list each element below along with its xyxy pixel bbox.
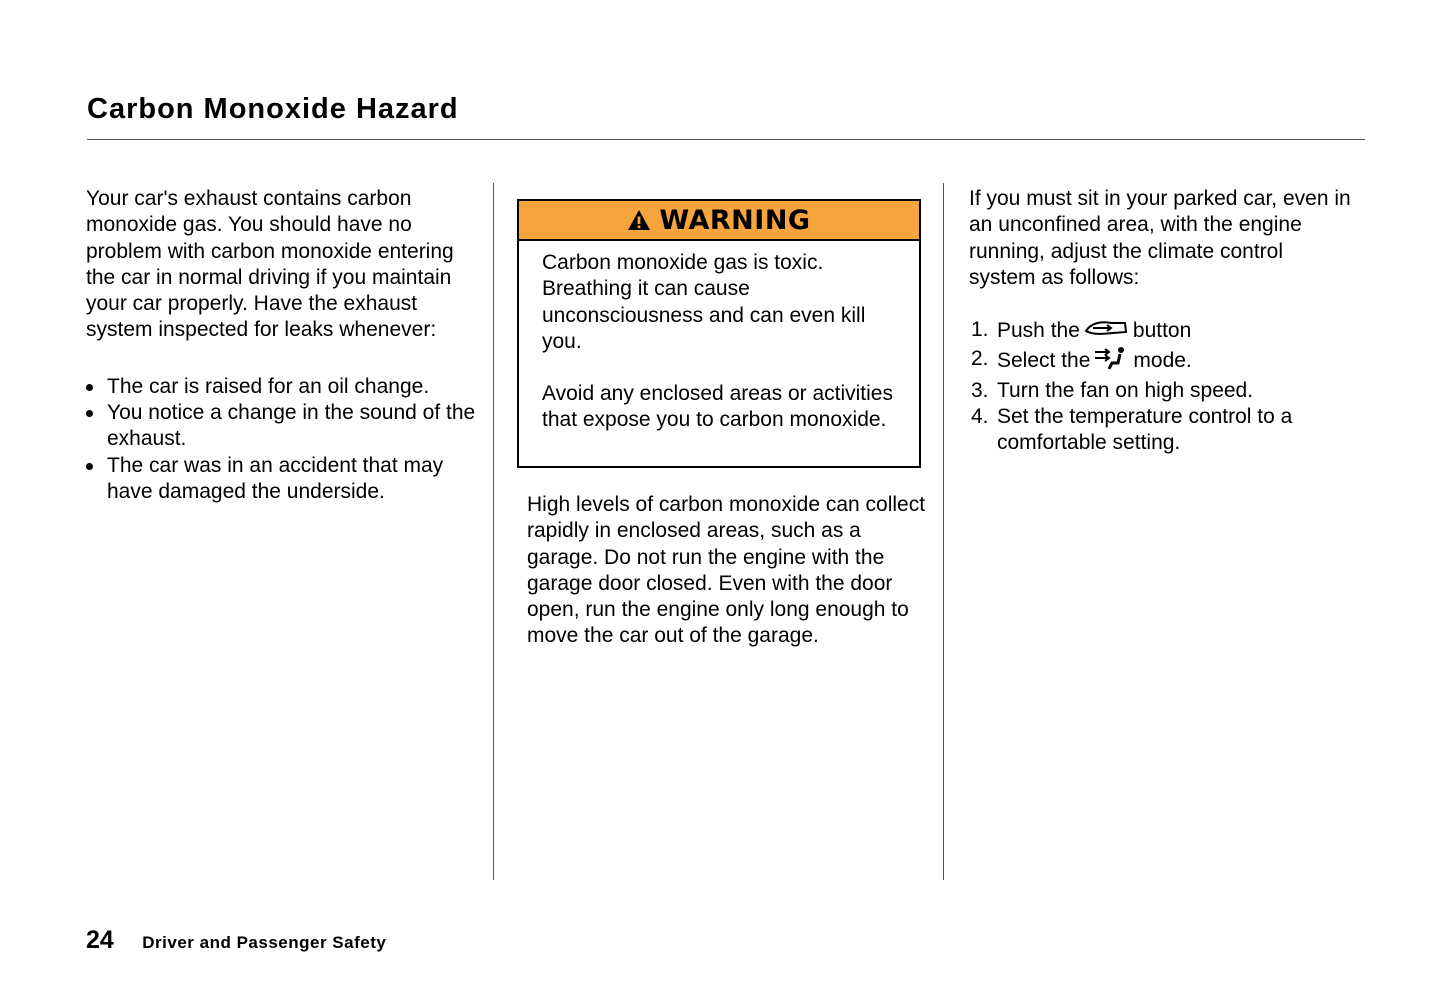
list-item: 3. Turn the fan on high speed.: [971, 378, 1254, 402]
bullet-icon: [86, 463, 93, 470]
climate-intro: If you must sit in your parked car, even in an unconfined area, with the engine running, adjust the climate control system as follows:: [969, 187, 1351, 289]
bullet-icon: [86, 410, 93, 417]
column-divider-right: [943, 183, 944, 880]
warning-paragraph: Carbon monoxide gas is toxic. Breathing it can cause unconsciousness and can even kill you.: [542, 251, 866, 353]
column-right: [969, 186, 1354, 457]
fresh-air-icon: [1083, 317, 1129, 346]
list-item: 2. Select the mode.: [971, 346, 1354, 377]
warning-header: [519, 201, 919, 241]
column-left: [86, 186, 481, 505]
list-item: The car is raised for an oil change.: [86, 374, 481, 400]
page-title: Carbon Monoxide Hazard: [87, 93, 459, 125]
vent-mode-icon: [1093, 346, 1129, 377]
warning-paragraph: Avoid any enclosed areas or activities that expose you to carbon monoxide.: [542, 382, 893, 432]
intro-paragraph: Your car's exhaust contains carbon monoxide gas. You should have no problem with carbon monoxide entering the car in normal driving if you maintain your car properly. Have the exhaust system inspected for leaks whenever:: [86, 187, 454, 342]
warning-label: WARNING: [659, 204, 811, 236]
title-divider: [87, 139, 1365, 140]
inspection-list: [86, 374, 481, 505]
page-number: 24: [86, 926, 114, 954]
column-divider-left: [493, 183, 494, 880]
list-item: The car was in an accident that may have damaged the underside.: [86, 453, 481, 506]
climate-steps: [971, 317, 1354, 456]
garage-paragraph: High levels of carbon monoxide can collect rapidly in enclosed areas, such as a garage. Do not run the engine with the garage door closed. Even with the door open, run the engine only long enough to move the car out of the garage.: [527, 493, 926, 648]
section-name: Driver and Passenger Safety: [142, 933, 387, 952]
list-item: 4. Set the temperature control to a comfortable setting.: [971, 405, 1293, 455]
warning-triangle-icon: [627, 209, 651, 231]
warning-body: [519, 241, 919, 434]
list-item: You notice a change in the sound of the exhaust.: [86, 400, 481, 453]
list-item: 1. Push the button: [971, 317, 1354, 346]
bullet-icon: [86, 384, 93, 391]
page-footer: [86, 926, 386, 955]
warning-box: [517, 199, 921, 468]
column-middle-text: [527, 492, 927, 650]
